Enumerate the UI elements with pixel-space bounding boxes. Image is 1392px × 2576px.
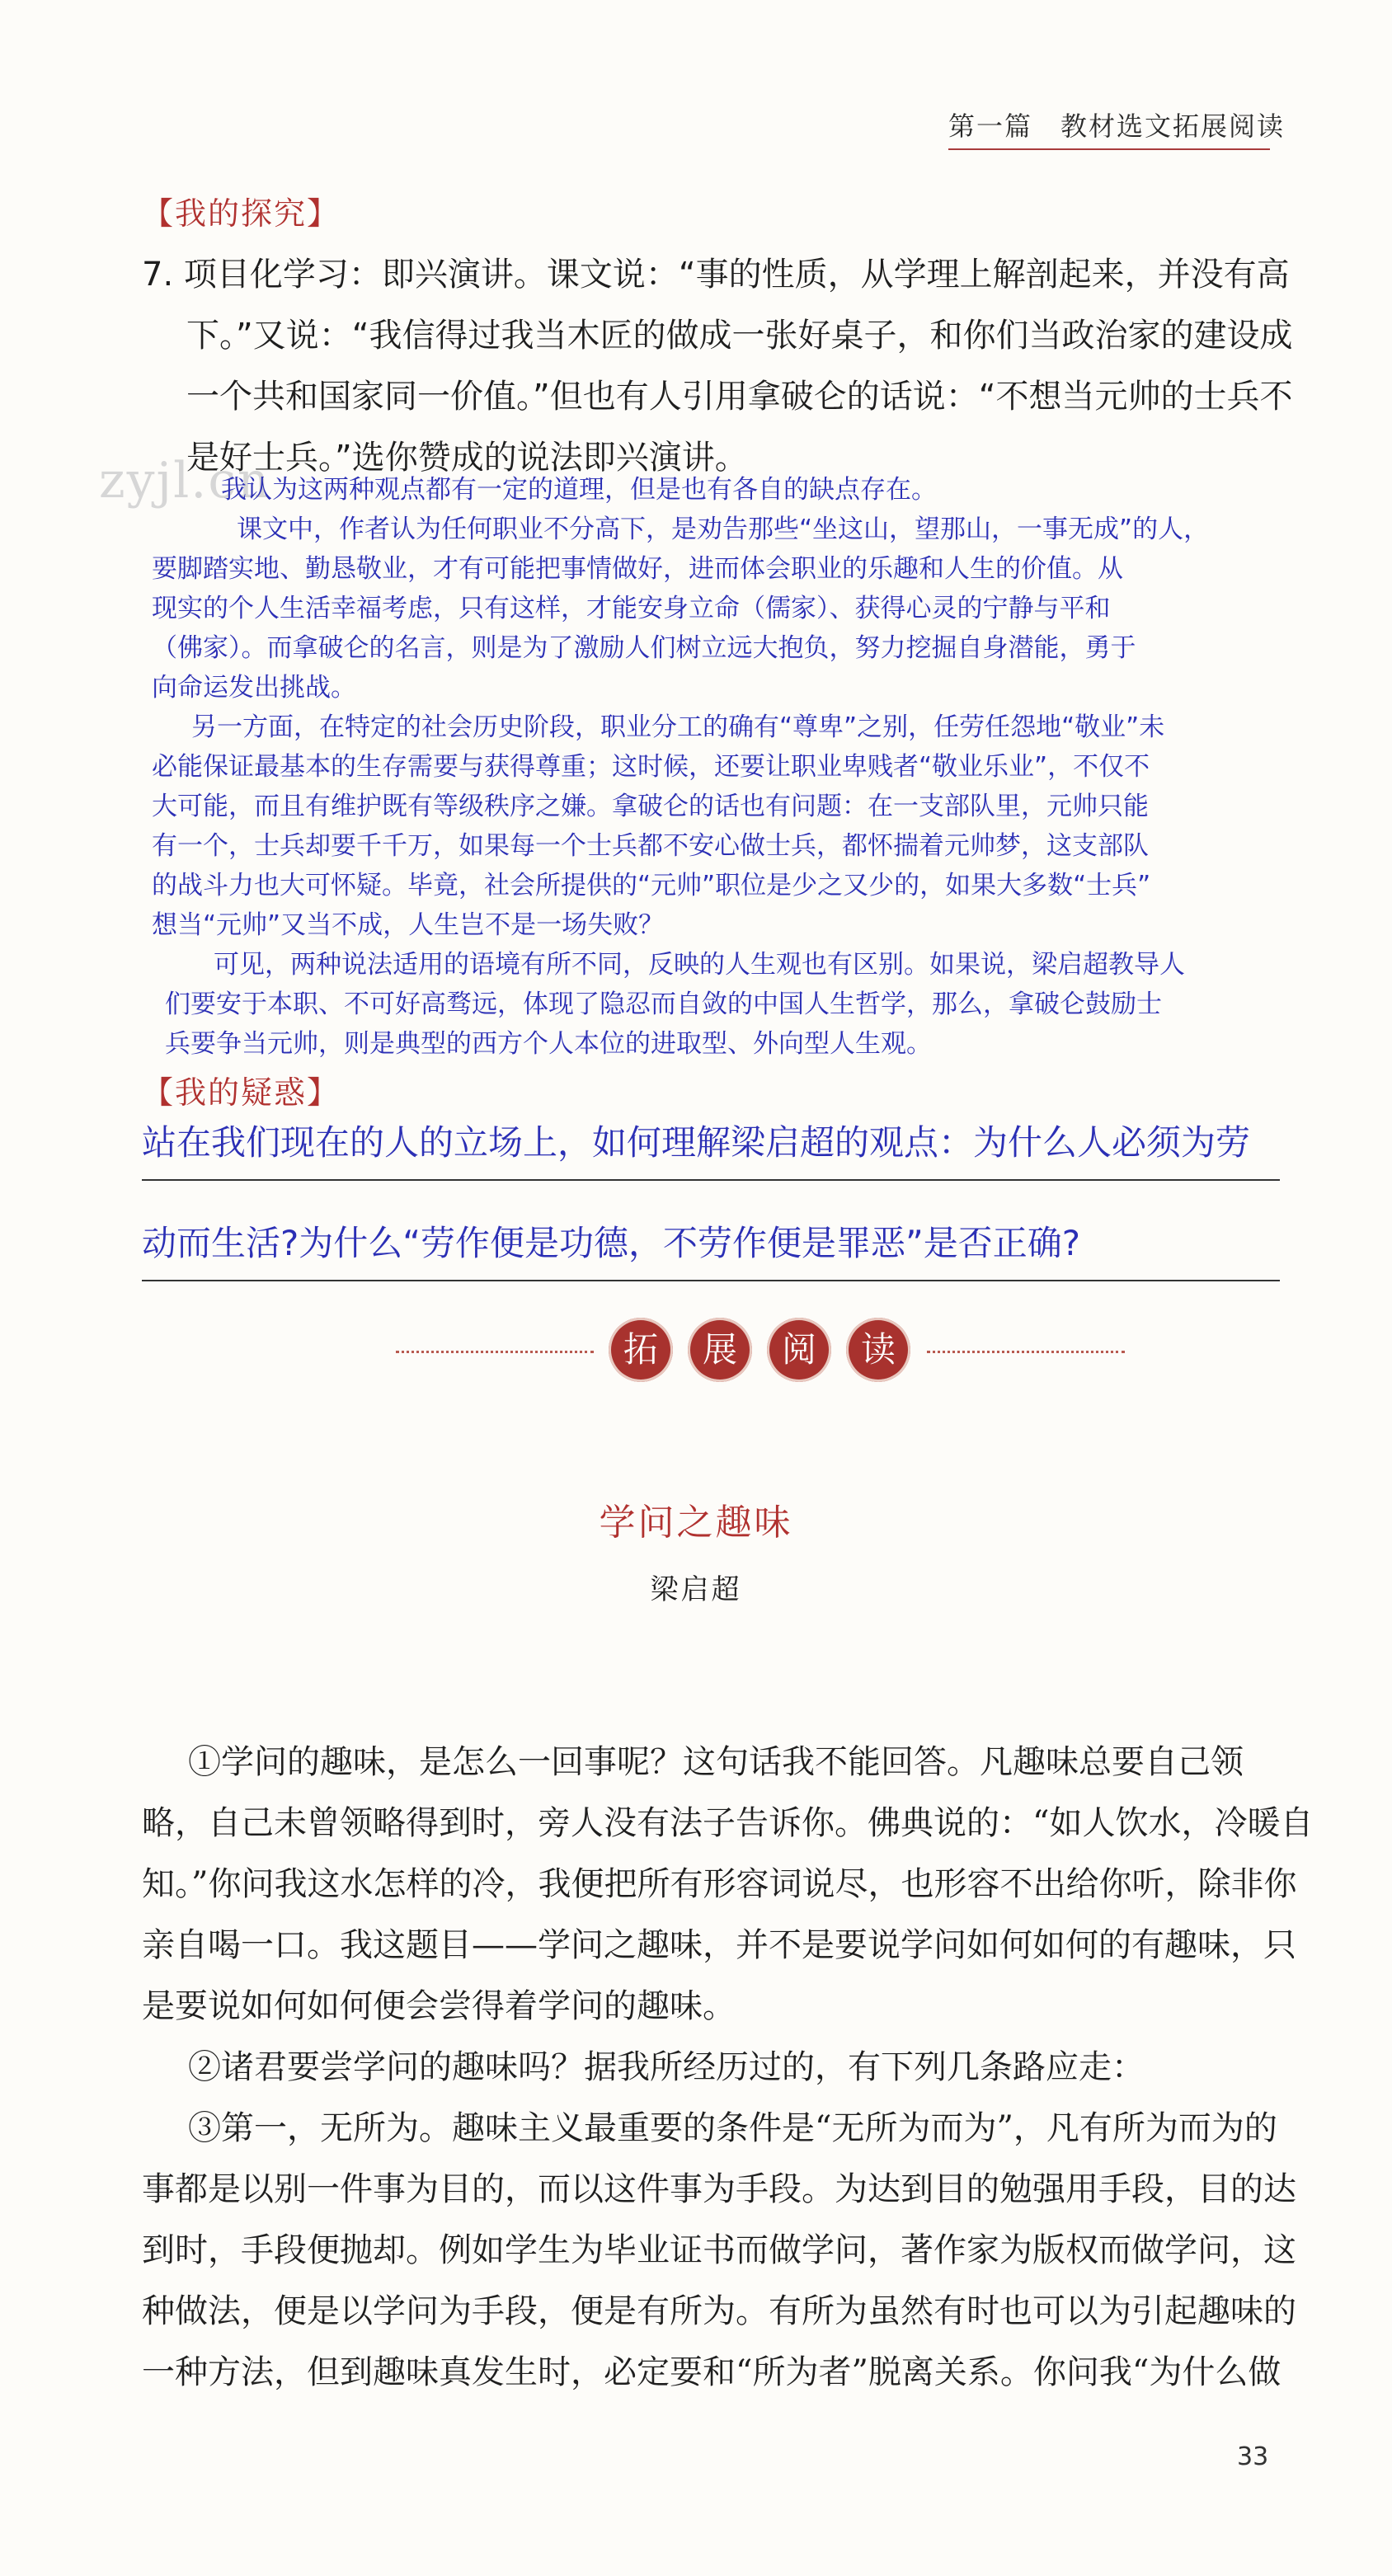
doubt-line: 动而生活?为什么“劳作便是功德，不劳作便是罪恶”是否正确? [142, 1217, 1280, 1281]
article-author: 梁启超 [650, 1573, 742, 1606]
article-line: 略，自己未曾领略得到时，旁人没有法子告诉你。佛典说的：“如人饮水，冷暖自 [142, 1804, 1314, 1842]
answer-line: 要脚踏实地、勤恳敬业，才有可能把事情做好，进而体会职业的乐趣和人生的价值。从 [152, 554, 1123, 584]
answer-line: （佛家）。而拿破仑的名言，则是为了激励人们树立远大抱负，努力挖掘自身潜能，勇于 [152, 633, 1136, 663]
article-line: 种做法，便是以学问为手段，便是有所为。有所为虽然有时也可以为引起趣味的 [142, 2292, 1296, 2330]
watermark: zyjl.cn [99, 452, 271, 510]
seal-char: 展 [688, 1318, 752, 1382]
article-line: 知。”你问我这水怎样的冷，我便把所有形容词说尽，也形容不出给你听，除非你 [142, 1865, 1297, 1903]
answer-paragraph [152, 707, 1326, 945]
student-answer [152, 470, 1326, 1064]
article-paragraph [142, 2098, 1296, 2403]
article-line: 事都是以别一件事为目的，而以这件事为手段。为达到目的勉强用手段，目的达 [142, 2170, 1296, 2208]
article-line: 一种方法，但到趣味真发生时，必定要和“所为者”脱离关系。你问我“为什么做 [142, 2353, 1281, 2391]
dotted-rule-right [927, 1351, 1125, 1353]
seal-char: 读 [846, 1318, 910, 1382]
article-paragraph [142, 2037, 1280, 2098]
question-line: 下。”又说：“我信得过我当木匠的做成一张好桌子，和你们当政治家的建设成 [186, 317, 1293, 355]
question-7 [142, 244, 1293, 488]
doubt-label: 【我的疑惑】 [142, 1074, 341, 1111]
running-head: 第一篇 教材选文拓展阅读 [948, 110, 1286, 142]
article-paragraph [142, 1732, 1314, 2037]
article-line: 亲自喝一口。我这题目——学问之趣味，并不是要说学问如何如何的有趣味，只 [142, 1926, 1296, 1964]
article-line: 是要说如何如何便会尝得着学问的趣味。 [142, 1987, 736, 2025]
dotted-rule-left [396, 1351, 594, 1353]
answer-line: 的战斗力也大可怀疑。毕竟，社会所提供的“元帅”职位是少之又少的，如果大多数“士兵” [152, 871, 1151, 900]
extended-reading-divider [396, 1318, 1138, 1387]
article-line: 到时，手段便抛却。例如学生为毕业证书而做学问，著作家为版权而做学问，这 [142, 2231, 1296, 2269]
seal-char: 拓 [609, 1318, 673, 1382]
article-line: ①学问的趣味，是怎么一回事呢？这句话我不能回答。凡趣味总要自己领 [188, 1743, 1244, 1781]
answer-line: 可见，两种说法适用的语境有所不同，反映的人生观也有区别。如果说，梁启超教导人 [188, 950, 1185, 980]
inquiry-label: 【我的探究】 [142, 195, 341, 232]
answer-line: 大可能，而且有维护既有等级秩序之嫌。拿破仑的话也有问题：在一支部队里，元帅只能 [152, 792, 1149, 821]
answer-line: 有一个，士兵却要千千万，如果每一个士兵都不安心做士兵，都怀揣着元帅梦，这支部队 [152, 831, 1149, 861]
question-line: 一个共和国家同一价值。”但也有人引用拿破仑的话说：“不想当元帅的士兵不 [186, 378, 1293, 416]
answer-line: 想当“元帅”又当不成，人生岂不是一场失败？ [152, 910, 665, 940]
answer-line: 兵要争当元帅，则是典型的西方个人本位的进取型、外向型人生观。 [165, 1029, 932, 1059]
answer-paragraph [188, 470, 1326, 510]
answer-line: 我认为这两种观点都有一定的道理，但是也有各自的缺点存在。 [221, 475, 937, 505]
seal-char: 阅 [767, 1318, 831, 1382]
answer-line: 课文中，作者认为任何职业不分高下，是劝告那些“坐这山，望那山，一事无成”的人， [211, 515, 1210, 544]
answer-line: 另一方面，在特定的社会历史阶段，职业分工的确有“尊卑”之别，任劳任怨地“敬业”未 [191, 712, 1165, 742]
article-line: ③第一，无所为。趣味主义最重要的条件是“无所为而为”，凡有所为而为的 [188, 2109, 1277, 2147]
question-line: 7. 项目化学习：即兴演讲。课文说：“事的性质，从学理上解剖起来，并没有高 [142, 256, 1290, 294]
answer-line: 向命运发出挑战。 [152, 673, 356, 703]
question-line: 是好士兵。”选你赞成的说法即兴演讲。 [186, 439, 748, 477]
student-doubt [142, 1116, 1280, 1318]
doubt-line: 站在我们现在的人的立场上，如何理解梁启超的观点：为什么人必须为劳 [142, 1116, 1280, 1181]
answer-line: 现实的个人生活幸福考虑，只有这样，才能安身立命（儒家）、获得心灵的宁静与平和 [152, 594, 1111, 623]
article-title: 学问之趣味 [599, 1502, 793, 1544]
answer-paragraph [152, 510, 1326, 707]
article-body [142, 1732, 1314, 2403]
answer-paragraph [165, 945, 1326, 1064]
page-number: 33 [1237, 2442, 1269, 2471]
answer-line: 必能保证最基本的生存需要与获得尊重；这时候，还要让职业卑贱者“敬业乐业”，不仅不 [152, 752, 1150, 782]
header-rule [948, 148, 1270, 150]
answer-line: 们要安于本职、不可好高骛远，体现了隐忍而自敛的中国人生哲学，那么，拿破仑鼓励士 [165, 990, 1162, 1019]
article-line: ②诸君要尝学问的趣味吗？据我所经历过的，有下列几条路应走： [188, 2048, 1145, 2086]
